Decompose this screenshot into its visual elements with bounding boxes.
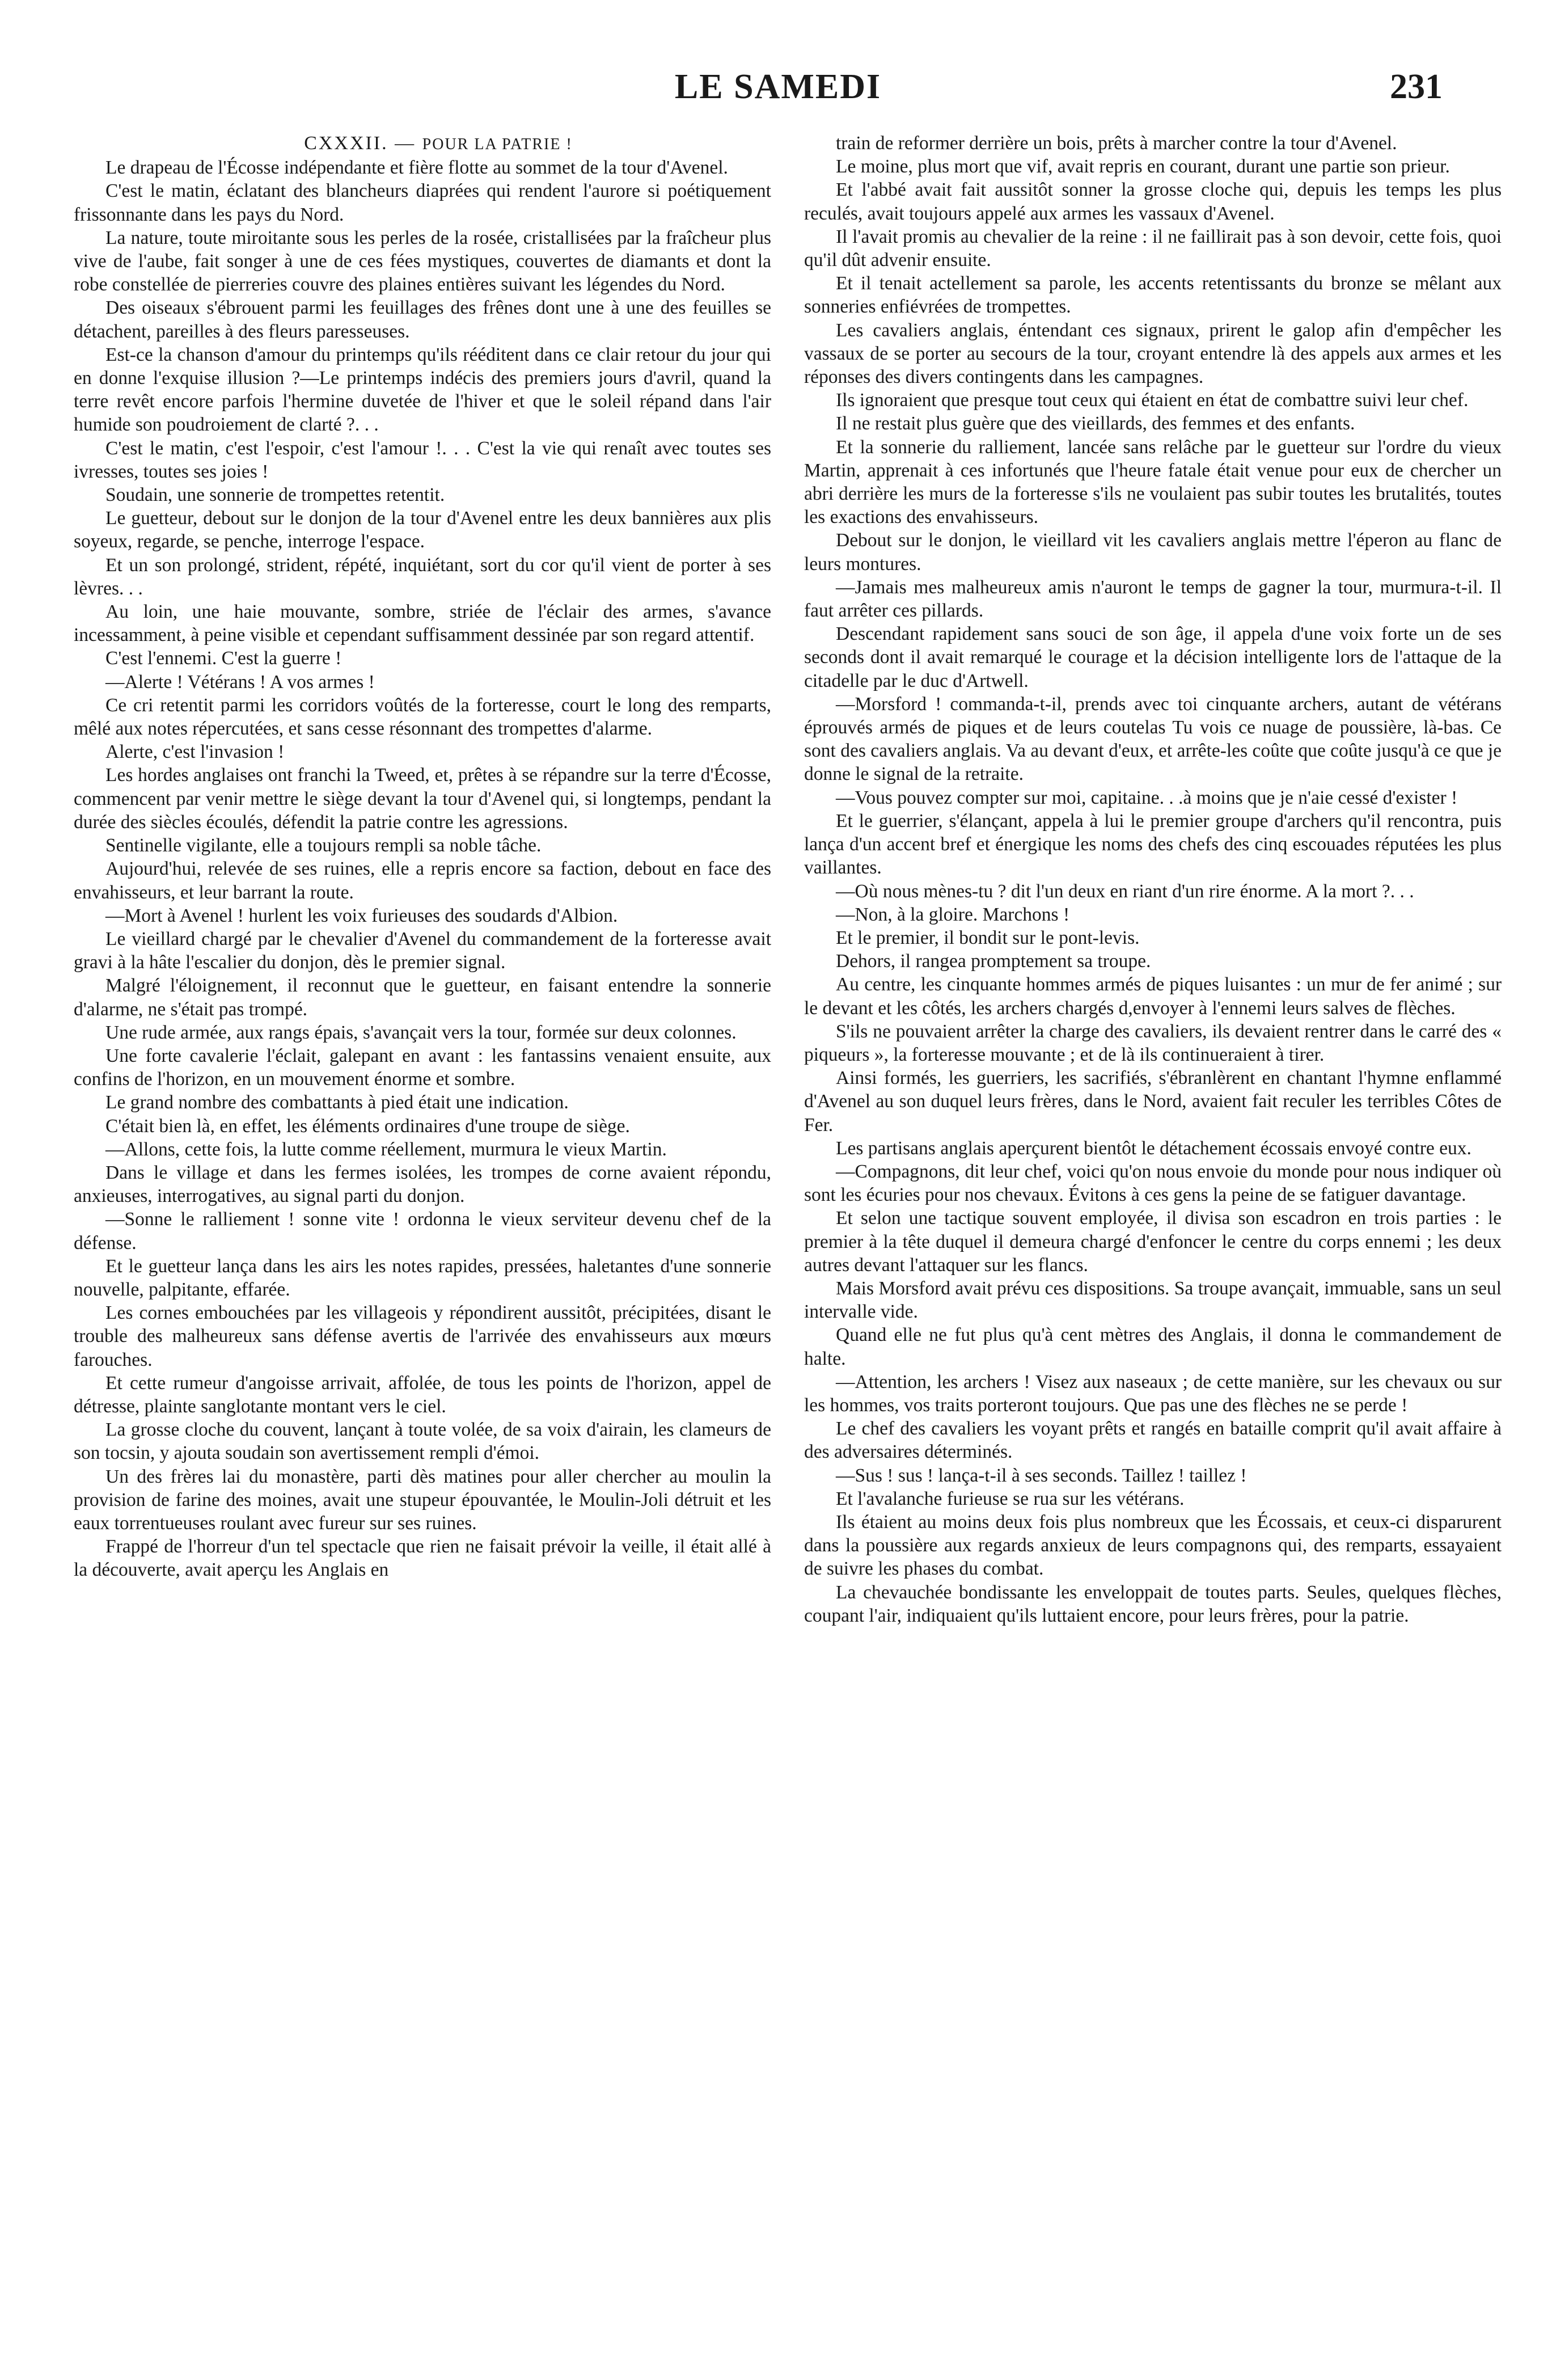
paragraph: Sentinelle vigilante, elle a toujours rempli sa noble tâche. bbox=[105, 835, 542, 856]
chapter-numeral: CXXXII. bbox=[304, 133, 388, 154]
paragraph: Et l'avalanche furieuse se rua sur les vétérans. bbox=[836, 1488, 1185, 1509]
chapter-heading bbox=[74, 132, 771, 156]
paragraph: Le moine, plus mort que vif, avait repris en courant, durant une partie son prieur. bbox=[836, 156, 1450, 178]
paragraph: Descendant rapidement sans souci de son âge, il appela d'une voix forte un de ses seconds dont il avait remarqué le courage et la décision intelligente lors de l'attaque de la citadelle par le duc d'Artwell. bbox=[804, 623, 1502, 691]
paragraph: Et la sonnerie du ralliement, lancée sans relâche par le guetteur sur l'ordre du vieux Martin, apprenait à ces infortunés que l'heure fatale était venue pour eux de chercher un abri derrière les murs de la forteresse s'ils ne voulaient pas subir toutes les brutalités, toutes les exactions des envahisseurs. bbox=[804, 436, 1502, 528]
paragraph: —Vous pouvez compter sur moi, capitaine. . .à moins que je n'aie cessé d'exister ! bbox=[836, 787, 1458, 808]
paragraph: Le chef des cavaliers les voyant prêts et rangés en bataille comprit qu'il avait affaire à des adversaires déterminés. bbox=[804, 1418, 1502, 1463]
paragraph: Les cavaliers anglais, éntendant ces signaux, prirent le galop afin d'empêcher les vassaux de se porter au secours de la tour, croyant entendre là des appels aux armes et les réponses des divers contingents dans les campagnes. bbox=[804, 319, 1502, 388]
paragraph: Des oiseaux s'ébrouent parmi les feuillages des frênes dont une à une des feuilles se détachent, pareilles à des fleurs paresseuses. bbox=[74, 297, 771, 342]
paragraph: Ils étaient au moins deux fois plus nombreux que les Écossais, et ceux-ci disparurent dans la poussière aux regards anxieux de leurs compagnons qui, des remparts, essayaient de suivre les phases du combat. bbox=[804, 1511, 1502, 1580]
paragraph: Et il tenait actellement sa parole, les accents retentissants du bronze se mêlant aux sonneries enfiévrées de trompettes. bbox=[804, 273, 1502, 318]
paragraph: —Compagnons, dit leur chef, voici qu'on nous envoie du monde pour nous indiquer où sont les écuries pour nos chevaux. Évitons à ces gens la peine de se fatiguer davantage. bbox=[804, 1161, 1502, 1206]
paragraph: Un des frères lai du monastère, parti dès matines pour aller chercher au moulin la provision de farine des moines, avait une stupeur épouvantée, le Moulin-Joli détruit et les eaux torrentueuses roulant avec fureur sur ses ruines. bbox=[74, 1466, 771, 1534]
page-number: 231 bbox=[1390, 67, 1443, 106]
paragraph: Le vieillard chargé par le chevalier d'Avenel du commandement de la forteresse avait gravi à la hâte l'escalier du donjon, dès le premier signal. bbox=[74, 928, 771, 973]
paragraph: Les cornes embouchées par les villageois y répondirent aussitôt, précipitées, disant le trouble des malheureux sans défense avertis de l'arrivée des envahisseurs aux mœurs farouches. bbox=[74, 1302, 771, 1370]
paragraph: La grosse cloche du couvent, lançant à toute volée, de sa voix d'airain, les clameurs de son tocsin, y ajouta soudain son avertissement rempli d'émoi. bbox=[74, 1419, 771, 1464]
paragraph: Et l'abbé avait fait aussitôt sonner la grosse cloche qui, depuis les temps les plus reculés, avait toujours appelé aux armes les vassaux d'Avenel. bbox=[804, 179, 1502, 224]
paragraph: Le guetteur, debout sur le donjon de la tour d'Avenel entre les deux bannières aux plis soyeux, regarde, se penche, interroge l'espace. bbox=[74, 508, 771, 552]
paragraph: —Où nous mènes-tu ? dit l'un deux en riant d'un rire énorme. A la mort ?. . . bbox=[836, 880, 1414, 902]
paragraph: —Attention, les archers ! Visez aux naseaux ; de cette manière, sur les chevaux ou sur les hommes, vos traits porteront toujours. Que pas une des flèches ne se perde ! bbox=[804, 1371, 1502, 1416]
page-header bbox=[0, 67, 1556, 118]
paragraph: Et le premier, il bondit sur le pont-levis. bbox=[836, 927, 1140, 948]
paragraph: —Mort à Avenel ! hurlent les voix furieuses des soudards d'Albion. bbox=[105, 905, 618, 926]
paragraph: Et un son prolongé, strident, répété, inquiétant, sort du cor qu'il vient de porter à ses lèvres. . . bbox=[74, 554, 771, 599]
paragraph: Mais Morsford avait prévu ces dispositions. Sa troupe avançait, immuable, sans un seul intervalle vide. bbox=[804, 1277, 1502, 1323]
paragraph: Dans le village et dans les fermes isolées, les trompes de corne avaient répondu, anxieuses, interrogatives, au signal parti du donjon. bbox=[74, 1162, 771, 1207]
paragraph: Ce cri retentit parmi les corridors voûtés de la forteresse, court le long des remparts, mêlé aux notes répercutées, et sans cesse résonnant des trompettes d'alarme. bbox=[74, 694, 771, 740]
paragraph: Ainsi formés, les guerriers, les sacrifiés, s'ébranlèrent en chantant l'hymne enflammé d'Avenel au son duquel leurs frères, dans le Nord, avaient fait reculer les terribles Côtes de Fer. bbox=[804, 1067, 1502, 1136]
paragraph: Alerte, c'est l'invasion ! bbox=[105, 741, 285, 763]
paragraph: Le drapeau de l'Écosse indépendante et fière flotte au sommet de la tour d'Avenel. bbox=[105, 157, 728, 179]
paragraph: S'ils ne pouvaient arrêter la charge des cavaliers, ils devaient rentrer dans le carré des « piqueurs », la forteresse mouvante ; et de là ils continueraient à tirer. bbox=[804, 1020, 1502, 1065]
paragraph: Soudain, une sonnerie de trompettes retentit. bbox=[105, 484, 445, 506]
paragraph: Il l'avait promis au chevalier de la reine : il ne faillirait pas à son devoir, cette fois, quoi qu'il dût advenir ensuite. bbox=[804, 226, 1502, 271]
paragraph: —Jamais mes malheureux amis n'auront le temps de gagner la tour, murmura-t-il. Il faut arrêter ces pillards. bbox=[804, 576, 1502, 622]
paragraph: Une forte cavalerie l'éclait, galepant en avant : les fantassins venaient ensuite, aux confins de l'horizon, en un mouvement énorme et sombre. bbox=[74, 1045, 771, 1090]
paragraph: —Allons, cette fois, la lutte comme réellement, murmura le vieux Martin. bbox=[105, 1138, 667, 1160]
left-column bbox=[74, 132, 771, 1582]
paragraph: Au loin, une haie mouvante, sombre, striée de l'éclair des armes, s'avance incessamment, à peine visible et cependant suffisamment dessinée par son regard attentif. bbox=[74, 601, 771, 646]
paragraph: C'était bien là, en effet, les éléments ordinaires d'une troupe de siège. bbox=[105, 1115, 630, 1137]
paragraph: Debout sur le donjon, le vieillard vit les cavaliers anglais mettre l'éperon au flanc de leurs montures. bbox=[804, 530, 1502, 575]
right-column bbox=[804, 132, 1502, 1627]
left-column-text bbox=[74, 156, 771, 1581]
paragraph: —Sonne le ralliement ! sonne vite ! ordonna le vieux serviteur devenu chef de la défense. bbox=[74, 1209, 771, 1254]
paragraph: —Sus ! sus ! lança-t-il à ses seconds. Taillez ! taillez ! bbox=[836, 1465, 1247, 1486]
chapter-dash: — bbox=[388, 133, 422, 154]
paragraph: —Alerte ! Vétérans ! A vos armes ! bbox=[105, 671, 375, 693]
paragraph: Quand elle ne fut plus qu'à cent mètres des Anglais, il donna le commandement de halte. bbox=[804, 1324, 1502, 1369]
paragraph: Et selon une tactique souvent employée, il divisa son escadron en trois parties : le premier à la tête duquel il demeura chargé d'enfoncer le centre du corps ennemi ; les deux autres devant l'attaquer sur les flancs. bbox=[804, 1208, 1502, 1276]
paragraph: C'est le matin, c'est l'espoir, c'est l'amour !. . . C'est la vie qui renaît avec toutes ses ivresses, toutes ses joies ! bbox=[74, 437, 771, 482]
paragraph: Malgré l'éloignement, il reconnut que le guetteur, en faisant entendre la sonnerie d'alarme, ne s'était pas trompé. bbox=[74, 975, 771, 1020]
paragraph: Aujourd'hui, relevée de ses ruines, elle a repris encore sa faction, debout en face des envahisseurs, et leur barrant la route. bbox=[74, 858, 771, 903]
paragraph: Et le guerrier, s'élançant, appela à lui le premier groupe d'archers qu'il rencontra, puis lança d'un accent bref et énergique les noms des chefs des cinq escouades réputées les plus vaillantes. bbox=[804, 810, 1502, 879]
paragraph: La chevauchée bondissante les enveloppait de toutes parts. Seules, quelques flèches, coupant l'air, indiquaient qu'ils luttaient encore, pour leurs frères, pour la patrie. bbox=[804, 1581, 1502, 1626]
right-column-text bbox=[804, 132, 1502, 1627]
paragraph: La nature, toute miroitante sous les perles de la rosée, cristallisées par la fraîcheur plus vive de l'aube, fait songer à une de ces fées mystiques, couvertes de diamants et dont la robe constellée de pierreries couvre des plaines entières suivant les légendes du Nord. bbox=[74, 227, 771, 296]
paragraph: train de reformer derrière un bois, prêts à marcher contre la tour d'Avenel. bbox=[836, 133, 1397, 154]
paragraph: Les partisans anglais aperçurent bientôt le détachement écossais envoyé contre eux. bbox=[836, 1137, 1472, 1159]
paragraph: Frappé de l'horreur d'un tel spectacle que rien ne faisait prévoir la veille, il était allé à la découverte, avait aperçu les Anglais en bbox=[74, 1536, 771, 1581]
paragraph: Dehors, il rangea promptement sa troupe. bbox=[836, 951, 1151, 972]
paragraph: Et le guetteur lança dans les airs les notes rapides, pressées, haletantes d'une sonnerie nouvelle, palpitante, effarée. bbox=[74, 1255, 771, 1300]
paragraph: C'est le matin, éclatant des blancheurs diaprées qui rendent l'aurore si poétiquement frissonnante dans les pays du Nord. bbox=[74, 180, 771, 225]
paragraph: —Morsford ! commanda-t-il, prends avec toi cinquante archers, autant de vétérans éprouvés armés de piques et de leurs coutelas Tu vois ce nuage de poussière, là-bas. Ce sont des cavaliers anglais. Va au devant d'eux, et arrête-les coûte que coûte jusqu'à ce que je donne le signal de la retraite. bbox=[804, 693, 1502, 785]
paragraph: C'est l'ennemi. C'est la guerre ! bbox=[105, 648, 342, 669]
paragraph: Les hordes anglaises ont franchi la Tweed, et, prêtes à se répandre sur la terre d'Écosse, commencent par venir mettre le siège devant la tour d'Avenel qui, si longtemps, pendant la durée des siècles écoulés, défendit la patrie contre les agressions. bbox=[74, 765, 771, 833]
paragraph: Au centre, les cinquante hommes armés de piques luisantes : un mur de fer animé ; sur le devant et les côtés, les archers chargés d,envoyer à l'ennemi leurs salves de flèches. bbox=[804, 974, 1502, 1019]
chapter-title: POUR LA PATRIE ! bbox=[422, 136, 573, 153]
paragraph: Une rude armée, aux rangs épais, s'avançait vers la tour, formée sur deux colonnes. bbox=[105, 1022, 737, 1043]
paragraph: Ils ignoraient que presque tout ceux qui étaient en état de combattre suivi leur chef. bbox=[836, 390, 1469, 411]
paragraph: Est-ce la chanson d'amour du printemps qu'ils rééditent dans ce clair retour du jour qui en donne l'exquise illusion ?—Le printemps indécis des premiers jours d'avril, quand la terre revêt encore parfois l'hermine duvetée de l'hiver et que le soleil répand dans l'air humide son poudroiement de clarté ?. . . bbox=[74, 344, 771, 436]
paragraph: Et cette rumeur d'angoisse arrivait, affolée, de tous les points de l'horizon, appel de détresse, plainte sanglotante montant vers le ciel. bbox=[74, 1372, 771, 1417]
paragraph: Il ne restait plus guère que des vieillards, des femmes et des enfants. bbox=[836, 413, 1355, 434]
paragraph: —Non, à la gloire. Marchons ! bbox=[836, 904, 1070, 925]
paragraph: Le grand nombre des combattants à pied était une indication. bbox=[105, 1092, 569, 1113]
running-title: LE SAMEDI bbox=[674, 67, 882, 106]
